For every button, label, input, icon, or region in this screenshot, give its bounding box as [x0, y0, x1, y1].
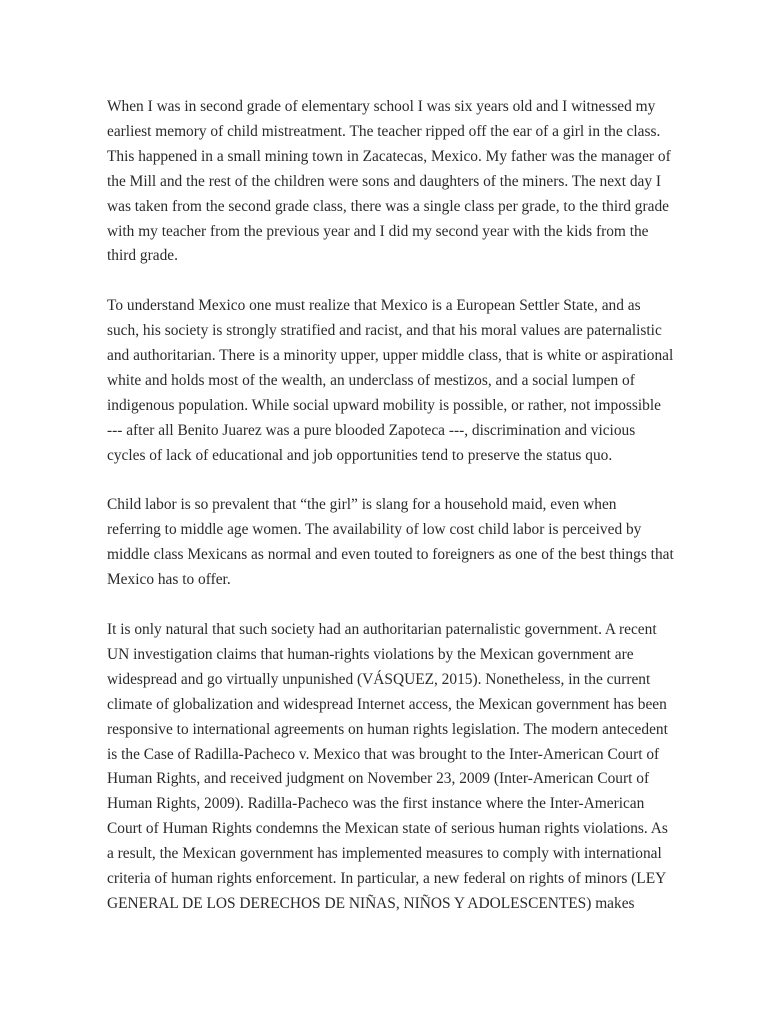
- text-line: the Mill and the rest of the children were sons and daughters of the miners. The next day I: [107, 172, 662, 190]
- paragraph: [107, 493, 677, 593]
- text-line: is the Case of Radilla-Pacheco v. Mexico that was brought to the Inter-American Court of: [107, 745, 660, 763]
- text-line: climate of globalization and widespread Internet access, the Mexican government has been: [107, 695, 667, 713]
- text-line: a result, the Mexican government has implemented measures to comply with international: [107, 845, 662, 863]
- document-body: [107, 95, 677, 942]
- text-line: responsive to international agreements on human rights legislation. The modern antecedent: [107, 720, 668, 738]
- text-line: Human Rights, 2009). Radilla-Pacheco was the first instance where the Inter-American: [107, 795, 645, 813]
- text-line: It is only natural that such society had an authoritarian paternalistic government. A recent: [107, 620, 657, 638]
- text-line: When I was in second grade of elementary school I was six years old and I witnessed my: [107, 98, 656, 115]
- paragraph: [107, 294, 677, 468]
- text-line: was taken from the second grade class, there was a single class per grade, to the third grade: [107, 197, 669, 215]
- text-line: middle class Mexicans as normal and even touted to foreigners as one of the best things that: [107, 546, 674, 564]
- text-line: criteria of human rights enforcement. In particular, a new federal on rights of minors (LEY: [107, 870, 667, 888]
- text-line: Child labor is so prevalent that “the girl” is slang for a household maid, even when: [107, 496, 617, 514]
- text-line: such, his society is strongly stratified and racist, and that his moral values are paternalistic: [107, 322, 662, 340]
- text-line: widespread and go virtually unpunished (VÁSQUEZ, 2015). Nonetheless, in the current: [107, 670, 651, 688]
- text-line: earliest memory of child mistreatment. The teacher ripped off the ear of a girl in the class.: [107, 122, 661, 140]
- text-line: cycles of lack of educational and job opportunities tend to preserve the status quo.: [107, 446, 613, 464]
- text-line: with my teacher from the previous year and I did my second year with the kids from the: [107, 222, 649, 240]
- text-line: third grade.: [107, 247, 178, 265]
- text-line: referring to middle age women. The availability of low cost child labor is perceived by: [107, 521, 642, 539]
- text-line: indigenous population. While social upward mobility is possible, or rather, not impossible: [107, 396, 661, 414]
- text-line: UN investigation claims that human-rights violations by the Mexican government are: [107, 645, 634, 663]
- text-line: Court of Human Rights condemns the Mexican state of serious human rights violations. As: [107, 820, 668, 838]
- text-line: --- after all Benito Juarez was a pure blooded Zapoteca ---, discrimination and vicious: [107, 421, 636, 439]
- text-line: Mexico has to offer.: [107, 571, 231, 589]
- text-line: white and holds most of the wealth, an underclass of mestizos, and a social lumpen of: [107, 371, 635, 389]
- text-line: and authoritarian. There is a minority upper, upper middle class, that is white or aspirational: [107, 347, 674, 365]
- text-line: This happened in a small mining town in Zacatecas, Mexico. My father was the manager of: [107, 147, 671, 165]
- text-line: To understand Mexico one must realize that Mexico is a European Settler State, and as: [107, 297, 641, 315]
- text-line: Human Rights, and received judgment on November 23, 2009 (Inter-American Court of: [107, 770, 650, 788]
- paragraph: [107, 618, 677, 917]
- paragraph: [107, 95, 677, 269]
- text-line: GENERAL DE LOS DERECHOS DE NIÑAS, NIÑOS Y ADOLESCENTES) makes: [107, 894, 635, 912]
